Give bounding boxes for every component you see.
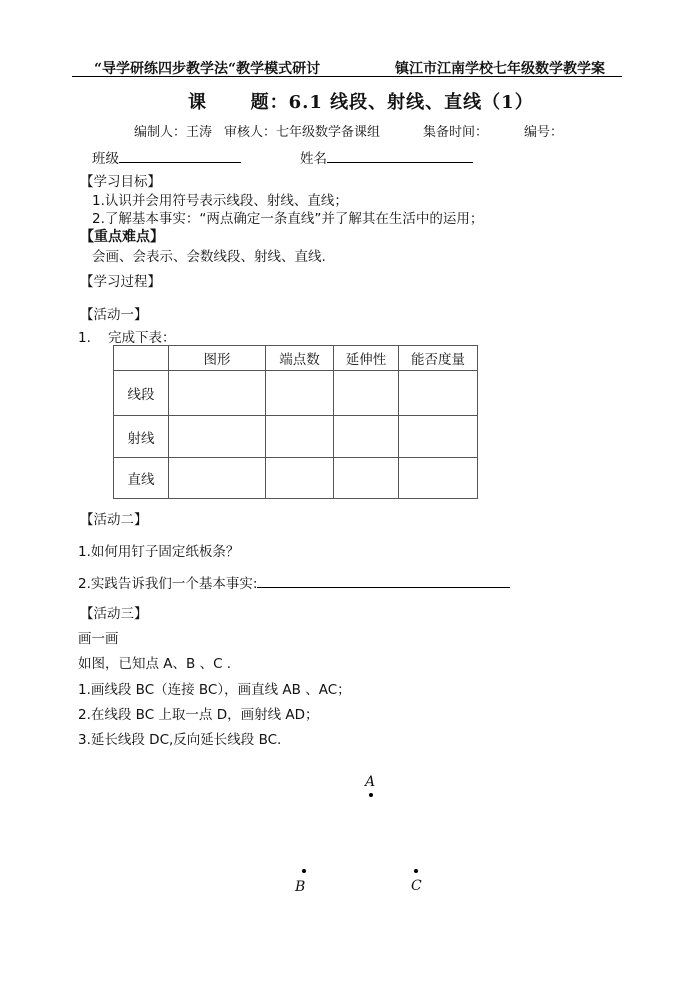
activity1-heading: 【活动一】 [80,307,148,323]
table-cell[interactable] [169,458,266,499]
table-cell[interactable] [266,458,334,499]
point-a-dot [369,793,373,797]
fill-table [113,345,478,499]
table-header-extension: 延伸性 [334,346,399,371]
table-cell[interactable] [334,371,399,416]
activity2-q2: 2.实践告诉我们一个基本事实: [78,576,258,592]
table-header-empty [114,346,169,371]
name-blank[interactable] [327,148,473,163]
table-cell[interactable] [399,416,478,458]
table-header-measurable: 能否度量 [399,346,478,371]
table-cell[interactable] [169,416,266,458]
point-b-dot [302,869,306,873]
process-heading: 【学习过程】 [80,274,161,290]
activity3-step-2: 2.在线段 BC 上取一点 D，画射线 AD； [78,707,319,723]
name-label: 姓名 [300,151,327,167]
goals-heading: 【学习目标】 [80,174,161,190]
goal-item-2: 2.了解基本事实：“两点确定一条直线”并了解其在生活中的运用； [92,211,484,227]
table-cell[interactable] [399,371,478,416]
number-label: 编号： [524,125,564,140]
page-title: 课 题：6.1 线段、射线、直线（1） [188,92,534,113]
table-header-endpoints: 端点数 [266,346,334,371]
activity1-instruction: 1. 完成下表： [78,330,176,346]
class-label: 班级 [92,151,119,167]
basic-fact-blank[interactable] [257,573,510,588]
editor-label: 编制人：王涛 [134,125,213,140]
activity2-heading: 【活动二】 [80,512,148,528]
header-rule [72,76,622,77]
table-cell[interactable] [266,371,334,416]
class-blank[interactable] [119,148,241,163]
activity3-intro: 如图，已知点 A、B 、C . [78,656,232,672]
point-a-label: A [365,774,376,790]
name-field[interactable] [300,147,473,167]
activity3-sub: 画一画 [78,631,119,647]
activity2-q2-row [78,572,510,592]
goal-item-1: 1.认识并会用符号表示线段、射线、直线； [92,193,348,209]
table-row-label-segment: 线段 [114,371,169,416]
activity3-step-3: 3.延长线段 DC,反向延长线段 BC. [78,732,282,748]
header-left: “导学研练四步教学法“教学模式研讨 [94,61,321,77]
point-c-label: C [411,878,422,894]
activity3-heading: 【活动三】 [80,606,148,622]
point-b-label: B [295,879,306,895]
reviewer-label: 审核人：七年级数学备课组 [224,125,381,140]
activity3-step-1: 1.画线段 BC（连接 BC），画直线 AB 、AC； [78,682,351,698]
table-header-shape: 图形 [169,346,266,371]
header-right: 镇江市江南学校七年级数学教学案 [395,61,605,77]
table-cell[interactable] [266,416,334,458]
table-row-label-line: 直线 [114,458,169,499]
keypoints-text: 会画、会表示、会数线段、射线、直线. [92,249,326,265]
table-row-label-ray: 射线 [114,416,169,458]
table-cell[interactable] [399,458,478,499]
class-field[interactable] [92,147,241,167]
point-c-dot [414,869,418,873]
activity2-q1: 1.如何用钉子固定纸板条？ [78,544,240,560]
table-cell[interactable] [334,416,399,458]
keypoints-heading: 【重点难点】 [80,229,164,245]
prep-time-label: 集备时间： [423,125,489,140]
table-cell[interactable] [334,458,399,499]
table-cell[interactable] [169,371,266,416]
